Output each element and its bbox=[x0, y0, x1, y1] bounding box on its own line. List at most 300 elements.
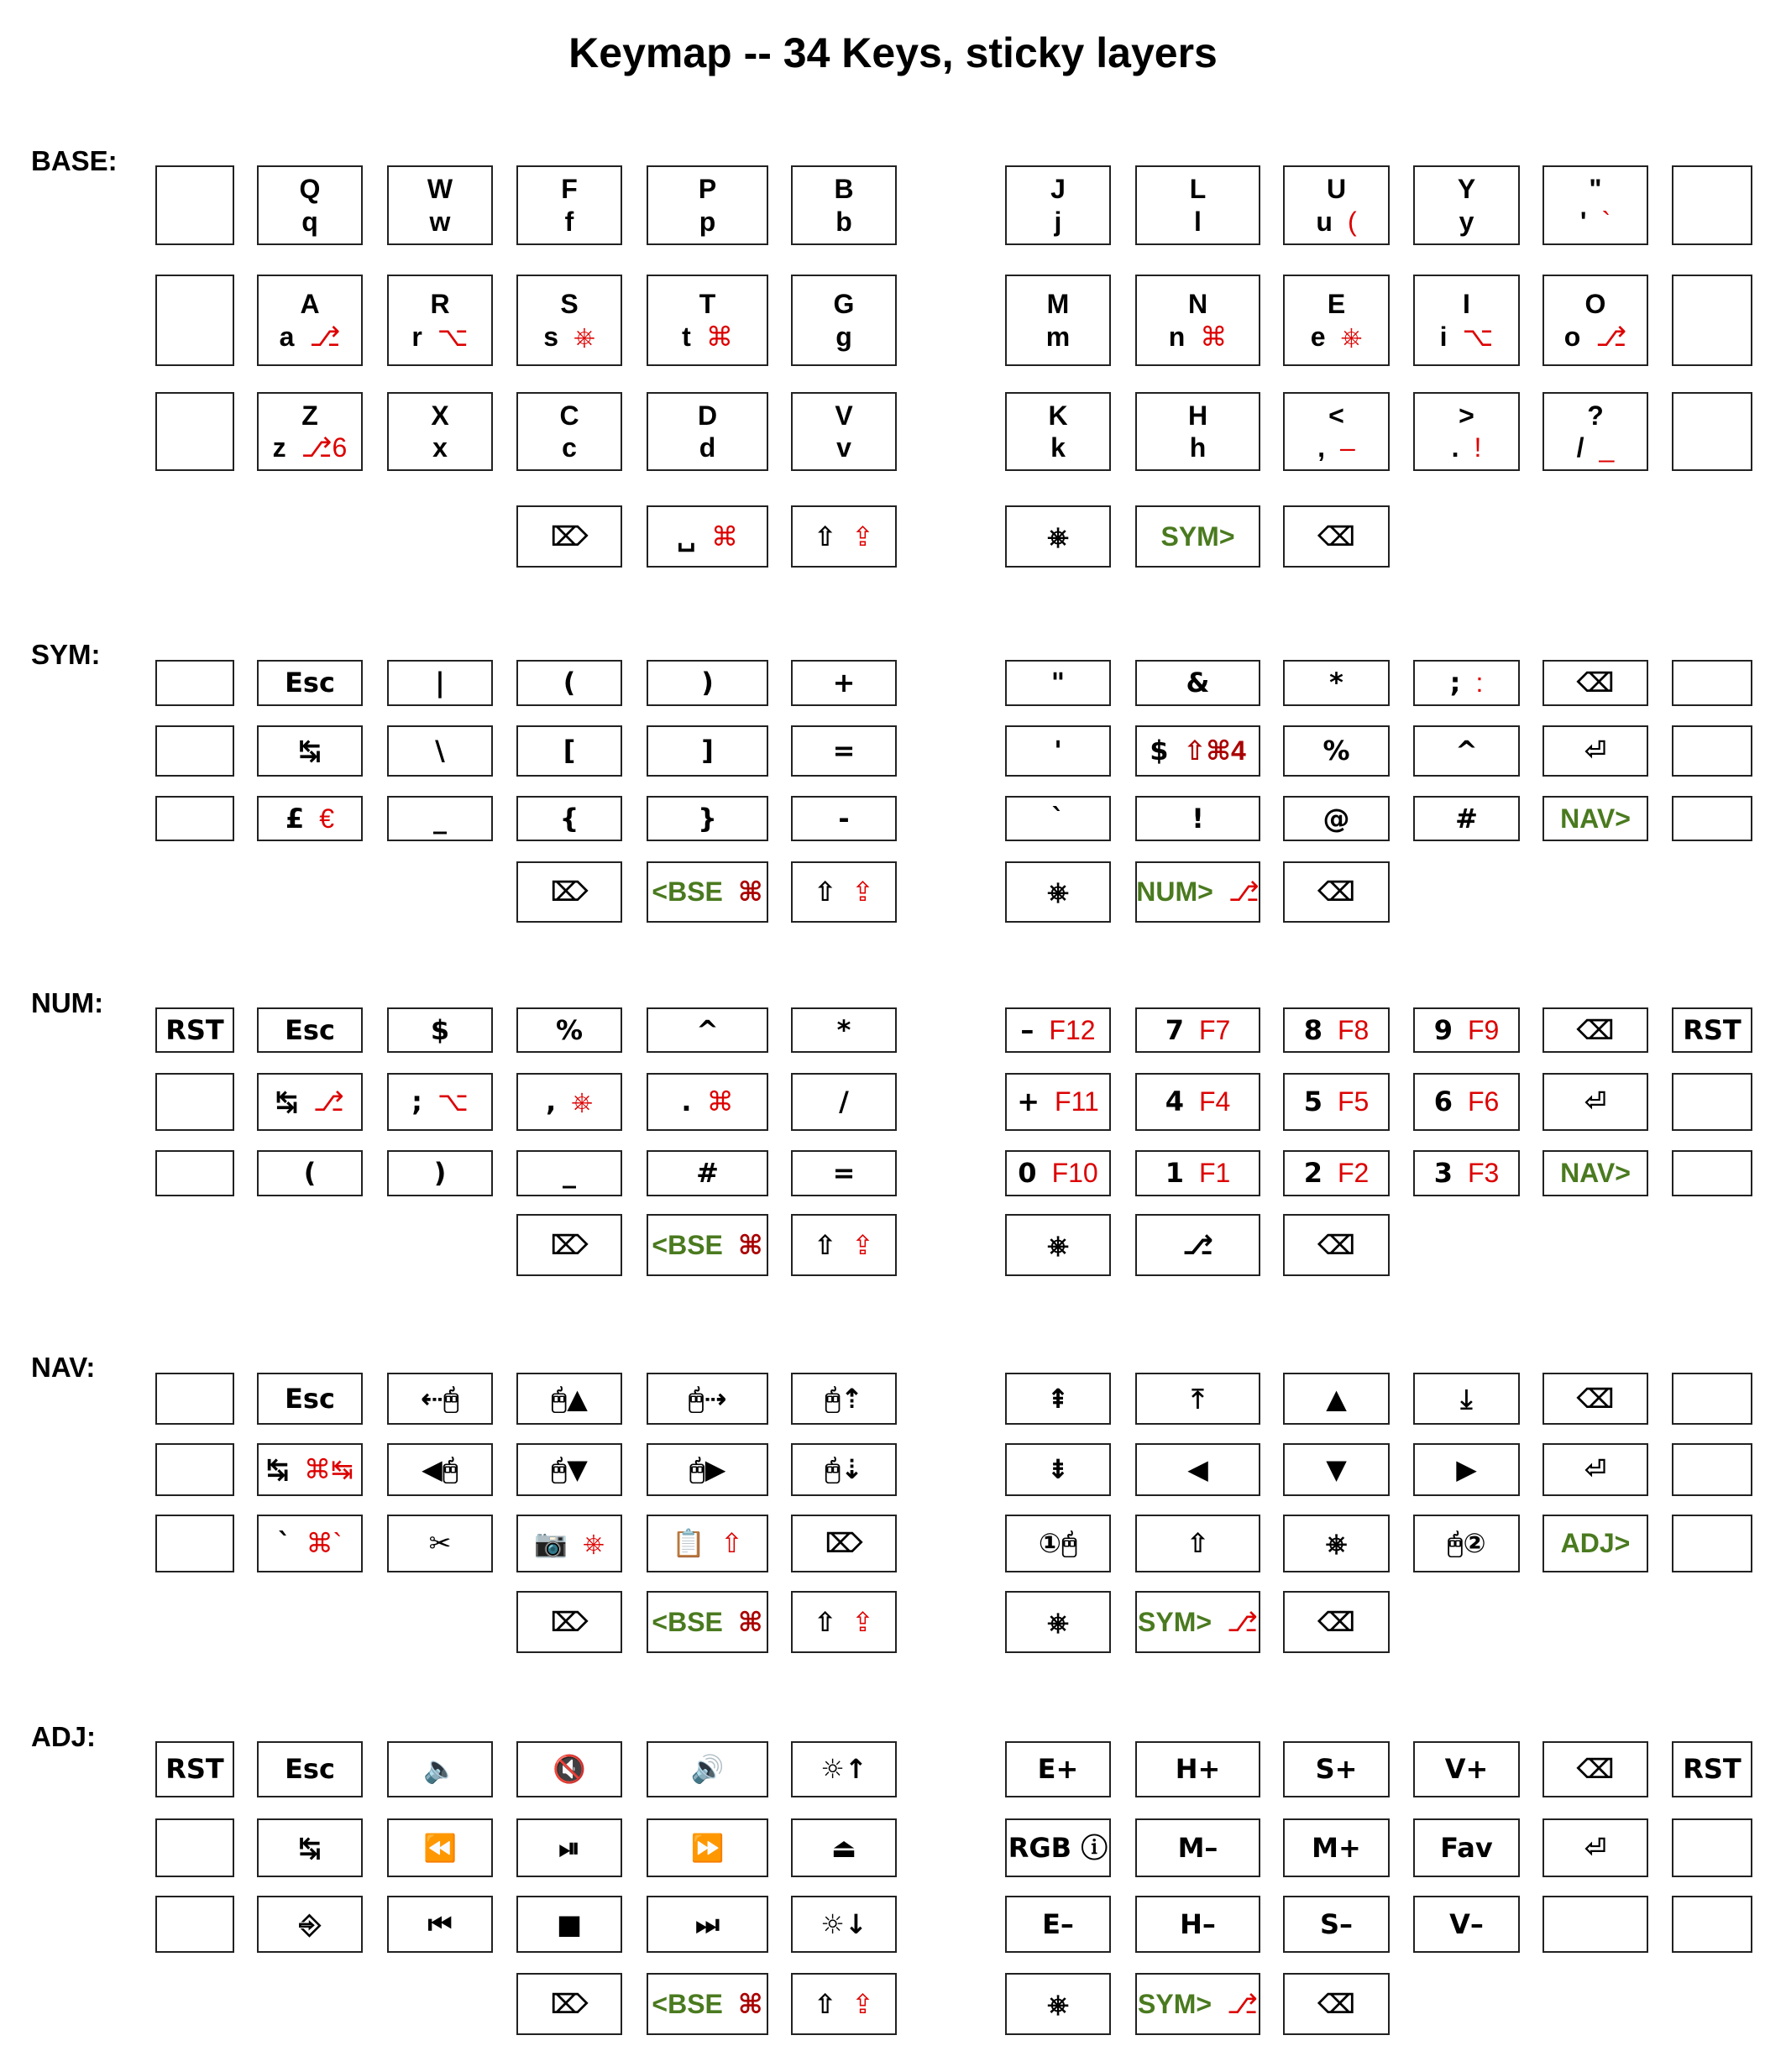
key-sym-symbol[interactable] bbox=[1005, 725, 1111, 777]
key-num-k11[interactable] bbox=[1672, 1073, 1752, 1131]
key-num-4[interactable] bbox=[1135, 1073, 1260, 1131]
key-nav-symbol[interactable] bbox=[1413, 1515, 1520, 1572]
key-adj-k11[interactable] bbox=[1672, 1896, 1752, 1953]
key-sym-bse[interactable] bbox=[647, 861, 768, 923]
key-base-b[interactable] bbox=[791, 165, 897, 245]
key-legend: V+ bbox=[1444, 1753, 1489, 1786]
key-legend: € bbox=[319, 803, 335, 834]
key-legend: ⌘ bbox=[706, 1086, 734, 1117]
key-adj-symbol[interactable] bbox=[791, 1973, 897, 2035]
key-base-a[interactable] bbox=[257, 275, 363, 366]
key-adj-symbol[interactable] bbox=[516, 1896, 622, 1953]
key-adj-symbol[interactable] bbox=[647, 1818, 768, 1877]
key-legend: | bbox=[435, 667, 445, 699]
key-adj-symbol[interactable] bbox=[791, 1896, 897, 1953]
key-legend: ⇞ bbox=[1046, 1382, 1070, 1415]
key-legend: l bbox=[1194, 206, 1202, 237]
page-title: Keymap -- 34 Keys, sticky layers bbox=[568, 29, 1218, 76]
key-nav-symbol[interactable] bbox=[1283, 1443, 1390, 1496]
key-base-h[interactable] bbox=[1135, 392, 1260, 471]
key-legend: ␣ bbox=[677, 520, 696, 552]
key-adj-symbol[interactable] bbox=[516, 1741, 622, 1797]
key-num-6[interactable] bbox=[1413, 1073, 1520, 1131]
key-sym-symbol[interactable] bbox=[1413, 796, 1520, 841]
key-base-symbol[interactable] bbox=[1413, 392, 1520, 471]
key-legend: ⌦ bbox=[825, 1527, 863, 1560]
key-adj-symbol[interactable] bbox=[516, 1973, 622, 2035]
key-sym-symbol[interactable] bbox=[647, 660, 768, 706]
key-num-symbol[interactable] bbox=[516, 1073, 622, 1131]
key-num-0[interactable] bbox=[1005, 1150, 1111, 1196]
key-legend: ⌫ bbox=[1317, 876, 1356, 908]
key-legend: ⇧ bbox=[814, 1987, 836, 2020]
key-nav-symbol[interactable] bbox=[516, 1373, 622, 1425]
key-sym-symbol[interactable] bbox=[1005, 861, 1111, 923]
key-nav-symbol[interactable] bbox=[1283, 1591, 1390, 1653]
key-adj-symbol[interactable] bbox=[647, 1896, 768, 1953]
key-adj-rst[interactable] bbox=[1672, 1741, 1752, 1797]
key-base-symbol[interactable] bbox=[1542, 165, 1648, 245]
key-legend: - bbox=[838, 802, 850, 835]
key-base-p[interactable] bbox=[647, 165, 768, 245]
key-base-k11[interactable] bbox=[1672, 165, 1752, 245]
key-num-nav[interactable] bbox=[1542, 1150, 1648, 1196]
key-legend: ⌘ bbox=[737, 1988, 763, 2019]
key-base-u[interactable] bbox=[1283, 165, 1390, 245]
key-legend: <BSE bbox=[652, 876, 723, 908]
key-nav-symbol[interactable] bbox=[1005, 1591, 1111, 1653]
key-num-symbol[interactable] bbox=[387, 1150, 493, 1196]
key-nav-symbol[interactable] bbox=[1135, 1443, 1260, 1496]
key-base-sym[interactable] bbox=[1135, 505, 1260, 568]
key-nav-symbol[interactable] bbox=[647, 1443, 768, 1496]
key-sym-k0[interactable] bbox=[155, 796, 234, 841]
key-sym-nav[interactable] bbox=[1542, 796, 1648, 841]
key-nav-k0[interactable] bbox=[155, 1515, 234, 1572]
key-base-t[interactable] bbox=[647, 275, 768, 366]
key-base-symbol[interactable] bbox=[1283, 392, 1390, 471]
key-nav-symbol[interactable] bbox=[387, 1443, 493, 1496]
key-legend: B bbox=[834, 174, 854, 205]
key-legend: ✂ bbox=[428, 1527, 452, 1560]
key-legend: 📋 bbox=[672, 1527, 706, 1560]
key-nav-k11[interactable] bbox=[1672, 1443, 1752, 1496]
key-nav-symbol[interactable] bbox=[516, 1591, 622, 1653]
key-adj-symbol[interactable] bbox=[1283, 1973, 1390, 2035]
key-adj-m[interactable] bbox=[1283, 1818, 1390, 1877]
key-legend: R bbox=[430, 289, 450, 320]
key-sym-symbol[interactable] bbox=[1283, 660, 1390, 706]
key-sym-symbol[interactable] bbox=[1542, 725, 1648, 777]
key-legend: <BSE bbox=[652, 1229, 723, 1260]
key-nav-symbol[interactable] bbox=[1413, 1443, 1520, 1496]
key-legend: ⇪ bbox=[851, 1988, 874, 2019]
key-legend: U bbox=[1326, 174, 1347, 205]
key-num-symbol[interactable] bbox=[647, 1073, 768, 1131]
key-num-8[interactable] bbox=[1283, 1007, 1390, 1053]
key-sym-symbol[interactable] bbox=[1283, 796, 1390, 841]
key-adj-sym[interactable] bbox=[1135, 1973, 1260, 2035]
key-base-w[interactable] bbox=[387, 165, 493, 245]
key-base-o[interactable] bbox=[1542, 275, 1648, 366]
key-num-symbol[interactable] bbox=[1542, 1007, 1648, 1053]
key-nav-symbol[interactable] bbox=[516, 1515, 622, 1572]
key-adj-k0[interactable] bbox=[155, 1896, 234, 1953]
key-base-k0[interactable] bbox=[155, 275, 234, 366]
key-legend: q bbox=[301, 206, 318, 237]
key-nav-symbol[interactable] bbox=[647, 1515, 768, 1572]
key-base-symbol[interactable] bbox=[1542, 392, 1648, 471]
key-legend: $ bbox=[430, 1013, 450, 1046]
key-nav-symbol[interactable] bbox=[791, 1373, 897, 1425]
key-legend: E bbox=[1327, 289, 1346, 320]
key-num-symbol[interactable] bbox=[257, 1073, 363, 1131]
key-base-i[interactable] bbox=[1413, 275, 1520, 366]
key-legend: F5 bbox=[1337, 1086, 1370, 1117]
key-adj-e[interactable] bbox=[1005, 1741, 1111, 1797]
key-base-k0[interactable] bbox=[155, 392, 234, 471]
key-num-symbol[interactable] bbox=[791, 1214, 897, 1276]
key-sym-k11[interactable] bbox=[1672, 796, 1752, 841]
key-base-k11[interactable] bbox=[1672, 392, 1752, 471]
key-sym-k0[interactable] bbox=[155, 660, 234, 706]
key-num-symbol[interactable] bbox=[516, 1007, 622, 1053]
key-adj-symbol[interactable] bbox=[257, 1818, 363, 1877]
key-num-esc[interactable] bbox=[257, 1007, 363, 1053]
key-legend: F9 bbox=[1467, 1014, 1500, 1045]
key-sym-symbol[interactable] bbox=[1413, 725, 1520, 777]
key-nav-symbol[interactable] bbox=[1542, 1443, 1648, 1496]
key-nav-adj[interactable] bbox=[1542, 1515, 1648, 1572]
key-adj-symbol[interactable] bbox=[791, 1818, 897, 1877]
key-legend: ⌘↹ bbox=[304, 1454, 354, 1485]
key-nav-symbol[interactable] bbox=[791, 1443, 897, 1496]
key-sym-symbol[interactable] bbox=[1542, 660, 1648, 706]
key-legend: ⏎ bbox=[1584, 1086, 1607, 1118]
key-sym-symbol[interactable] bbox=[791, 725, 897, 777]
key-legend: 🖰▼ bbox=[551, 1453, 588, 1486]
key-nav-symbol[interactable] bbox=[1542, 1373, 1648, 1425]
key-num-3[interactable] bbox=[1413, 1150, 1520, 1196]
key-legend: z bbox=[272, 432, 286, 463]
key-nav-symbol[interactable] bbox=[257, 1443, 363, 1496]
key-sym-symbol[interactable] bbox=[647, 796, 768, 841]
key-adj-h[interactable] bbox=[1135, 1896, 1260, 1953]
key-sym-symbol[interactable] bbox=[516, 660, 622, 706]
key-legend: ⎈ bbox=[1047, 1987, 1069, 2020]
key-nav-k11[interactable] bbox=[1672, 1373, 1752, 1425]
key-num-1[interactable] bbox=[1135, 1150, 1260, 1196]
key-adj-symbol[interactable] bbox=[387, 1896, 493, 1953]
key-num-symbol[interactable] bbox=[1005, 1214, 1111, 1276]
key-legend: ⇪ bbox=[851, 876, 874, 908]
key-nav-k0[interactable] bbox=[155, 1373, 234, 1425]
key-num-symbol[interactable] bbox=[257, 1150, 363, 1196]
key-num-symbol[interactable] bbox=[1005, 1073, 1111, 1131]
key-legend: ⌦ bbox=[550, 1605, 589, 1638]
key-sym-symbol[interactable] bbox=[791, 660, 897, 706]
key-legend: " bbox=[1050, 667, 1066, 699]
key-legend: / bbox=[839, 1086, 849, 1118]
key-adj-k11[interactable] bbox=[1672, 1818, 1752, 1877]
key-legend: c bbox=[562, 432, 577, 463]
key-legend: ☼↑ bbox=[820, 1753, 867, 1786]
key-legend: M bbox=[1046, 289, 1070, 320]
key-nav-symbol[interactable] bbox=[516, 1443, 622, 1496]
key-base-symbol[interactable] bbox=[647, 505, 768, 568]
key-nav-symbol[interactable] bbox=[1135, 1373, 1260, 1425]
key-legend: RST bbox=[165, 1013, 224, 1046]
key-nav-symbol[interactable] bbox=[1413, 1373, 1520, 1425]
key-nav-esc[interactable] bbox=[257, 1373, 363, 1425]
key-nav-k11[interactable] bbox=[1672, 1515, 1752, 1572]
key-base-v[interactable] bbox=[791, 392, 897, 471]
key-sym-symbol[interactable] bbox=[791, 861, 897, 923]
key-legend: ⇟ bbox=[1046, 1453, 1070, 1486]
key-legend: F2 bbox=[1337, 1158, 1370, 1189]
key-sym-symbol[interactable] bbox=[516, 796, 622, 841]
key-legend: ⏯ bbox=[558, 1831, 580, 1864]
key-legend: ] bbox=[701, 735, 714, 767]
key-adj-esc[interactable] bbox=[257, 1741, 363, 1797]
key-sym-symbol[interactable] bbox=[516, 861, 622, 923]
key-sym-num[interactable] bbox=[1135, 861, 1260, 923]
key-base-symbol[interactable] bbox=[516, 505, 622, 568]
key-base-k0[interactable] bbox=[155, 165, 234, 245]
key-legend: b bbox=[835, 206, 852, 237]
key-legend: Esc bbox=[285, 1013, 335, 1046]
key-num-symbol[interactable] bbox=[1135, 1214, 1260, 1276]
key-num-symbol[interactable] bbox=[791, 1007, 897, 1053]
key-legend: v bbox=[836, 432, 851, 463]
key-adj-symbol[interactable] bbox=[1005, 1973, 1111, 2035]
key-legend: H– bbox=[1180, 1907, 1216, 1940]
key-sym-symbol[interactable] bbox=[791, 796, 897, 841]
key-legend: u bbox=[1316, 206, 1333, 237]
key-adj-rgb[interactable] bbox=[1005, 1818, 1111, 1877]
key-legend: ⇪ bbox=[851, 521, 874, 552]
key-adj-m[interactable] bbox=[1135, 1818, 1260, 1877]
key-sym-k0[interactable] bbox=[155, 725, 234, 777]
key-legend: S– bbox=[1319, 1907, 1354, 1940]
key-legend: ⎇ bbox=[1182, 1228, 1213, 1261]
key-base-q[interactable] bbox=[257, 165, 363, 245]
key-num-7[interactable] bbox=[1135, 1007, 1260, 1053]
key-sym-k11[interactable] bbox=[1672, 725, 1752, 777]
key-num-symbol[interactable] bbox=[387, 1007, 493, 1053]
key-base-symbol[interactable] bbox=[791, 505, 897, 568]
key-nav-bse[interactable] bbox=[647, 1591, 768, 1653]
key-legend: F12 bbox=[1049, 1014, 1096, 1045]
key-adj-v[interactable] bbox=[1413, 1741, 1520, 1797]
key-nav-sym[interactable] bbox=[1135, 1591, 1260, 1653]
key-sym-symbol[interactable] bbox=[387, 660, 493, 706]
key-num-symbol[interactable] bbox=[516, 1150, 622, 1196]
key-base-symbol[interactable] bbox=[1005, 505, 1111, 568]
key-adj-symbol[interactable] bbox=[647, 1741, 768, 1797]
key-legend: W bbox=[427, 174, 453, 205]
key-adj-symbol[interactable] bbox=[257, 1896, 363, 1953]
key-num-k11[interactable] bbox=[1672, 1150, 1752, 1196]
key-nav-symbol[interactable] bbox=[257, 1515, 363, 1572]
key-num-symbol[interactable] bbox=[1283, 1214, 1390, 1276]
key-sym-symbol[interactable] bbox=[387, 725, 493, 777]
key-num-symbol[interactable] bbox=[647, 1007, 768, 1053]
key-adj-symbol[interactable] bbox=[387, 1818, 493, 1877]
key-base-symbol[interactable] bbox=[1283, 505, 1390, 568]
key-base-l[interactable] bbox=[1135, 165, 1260, 245]
key-legend: , bbox=[546, 1086, 557, 1118]
key-adj-bse[interactable] bbox=[647, 1973, 768, 2035]
key-legend: 8 bbox=[1303, 1013, 1322, 1046]
key-base-j[interactable] bbox=[1005, 165, 1111, 245]
key-legend: ⎈ bbox=[1340, 321, 1363, 352]
key-sym-esc[interactable] bbox=[257, 660, 363, 706]
key-base-e[interactable] bbox=[1283, 275, 1390, 366]
key-legend: " bbox=[1589, 174, 1602, 205]
key-legend: ⇠🖰 bbox=[420, 1382, 459, 1415]
key-nav-k0[interactable] bbox=[155, 1443, 234, 1496]
key-sym-symbol[interactable] bbox=[1283, 861, 1390, 923]
key-nav-symbol[interactable] bbox=[791, 1591, 897, 1653]
key-base-g[interactable] bbox=[791, 275, 897, 366]
key-legend: ↹ bbox=[298, 735, 322, 767]
key-legend: % bbox=[555, 1013, 584, 1046]
key-num-symbol[interactable] bbox=[387, 1073, 493, 1131]
key-nav-symbol[interactable] bbox=[791, 1515, 897, 1572]
key-adj-s[interactable] bbox=[1283, 1741, 1390, 1797]
key-base-r[interactable] bbox=[387, 275, 493, 366]
key-num-rst[interactable] bbox=[1672, 1007, 1752, 1053]
key-adj-h[interactable] bbox=[1135, 1741, 1260, 1797]
key-legend: ? bbox=[1587, 400, 1604, 431]
key-num-symbol[interactable] bbox=[791, 1073, 897, 1131]
key-legend: [ bbox=[563, 735, 576, 767]
key-legend: M– bbox=[1177, 1831, 1218, 1864]
key-legend: e bbox=[1310, 321, 1326, 352]
key-sym-symbol[interactable] bbox=[516, 725, 622, 777]
key-legend: ⌘ bbox=[1200, 321, 1228, 352]
key-nav-symbol[interactable] bbox=[1283, 1515, 1390, 1572]
key-num-symbol[interactable] bbox=[647, 1150, 768, 1196]
key-legend: Z bbox=[301, 400, 318, 431]
key-base-d[interactable] bbox=[647, 392, 768, 471]
key-adj-e[interactable] bbox=[1005, 1896, 1111, 1953]
key-num-9[interactable] bbox=[1413, 1007, 1520, 1053]
key-legend: ⎈ bbox=[1047, 1605, 1069, 1638]
key-legend: ⌘` bbox=[306, 1528, 343, 1559]
key-sym-symbol[interactable] bbox=[1135, 725, 1260, 777]
key-legend: + bbox=[832, 667, 856, 699]
key-nav-symbol[interactable] bbox=[387, 1515, 493, 1572]
key-base-c[interactable] bbox=[516, 392, 622, 471]
key-base-s[interactable] bbox=[516, 275, 622, 366]
key-legend: _ bbox=[1599, 432, 1615, 463]
key-legend: O bbox=[1584, 289, 1606, 320]
key-adj-symbol[interactable] bbox=[1542, 1818, 1648, 1877]
key-nav-symbol[interactable] bbox=[1135, 1515, 1260, 1572]
key-sym-symbol[interactable] bbox=[1005, 796, 1111, 841]
key-nav-symbol[interactable] bbox=[647, 1373, 768, 1425]
key-base-n[interactable] bbox=[1135, 275, 1260, 366]
key-nav-symbol[interactable] bbox=[1005, 1515, 1111, 1572]
key-sym-symbol[interactable] bbox=[257, 725, 363, 777]
key-base-y[interactable] bbox=[1413, 165, 1520, 245]
key-legend: Esc bbox=[285, 667, 335, 699]
key-legend: – bbox=[1340, 432, 1355, 463]
key-num-symbol[interactable] bbox=[1005, 1007, 1111, 1053]
key-adj-v[interactable] bbox=[1413, 1896, 1520, 1953]
key-num-5[interactable] bbox=[1283, 1073, 1390, 1131]
key-base-z[interactable] bbox=[257, 392, 363, 471]
key-sym-symbol[interactable] bbox=[1413, 660, 1520, 706]
key-sym-symbol[interactable] bbox=[387, 796, 493, 841]
key-legend: Fav bbox=[1440, 1831, 1493, 1864]
key-legend: ⌥ bbox=[437, 321, 469, 352]
key-num-symbol[interactable] bbox=[1542, 1073, 1648, 1131]
key-sym-symbol[interactable] bbox=[1135, 796, 1260, 841]
key-base-k11[interactable] bbox=[1672, 275, 1752, 366]
key-base-x[interactable] bbox=[387, 392, 493, 471]
key-sym-k11[interactable] bbox=[1672, 660, 1752, 706]
key-legend: F10 bbox=[1051, 1158, 1098, 1189]
key-legend: ⏎ bbox=[1584, 1831, 1607, 1864]
key-adj-symbol[interactable] bbox=[791, 1741, 897, 1797]
key-sym-symbol[interactable] bbox=[1135, 660, 1260, 706]
key-num-symbol[interactable] bbox=[791, 1150, 897, 1196]
key-num-k0[interactable] bbox=[155, 1150, 234, 1196]
key-sym-symbol[interactable] bbox=[257, 796, 363, 841]
key-sym-symbol[interactable] bbox=[1005, 660, 1111, 706]
key-legend: 1 bbox=[1165, 1157, 1184, 1190]
key-legend: ⌫ bbox=[1576, 1013, 1615, 1046]
key-adj-fav[interactable] bbox=[1413, 1818, 1520, 1877]
key-legend: ⇪ bbox=[851, 1229, 874, 1260]
key-legend: ; bbox=[411, 1086, 422, 1118]
key-num-symbol[interactable] bbox=[516, 1214, 622, 1276]
key-base-m[interactable] bbox=[1005, 275, 1111, 366]
key-legend: F bbox=[561, 174, 578, 205]
key-nav-symbol[interactable] bbox=[1283, 1373, 1390, 1425]
key-num-rst[interactable] bbox=[155, 1007, 234, 1053]
key-legend: ( bbox=[303, 1157, 317, 1190]
key-num-bse[interactable] bbox=[647, 1214, 768, 1276]
key-legend: SYM> bbox=[1138, 1606, 1212, 1637]
key-num-2[interactable] bbox=[1283, 1150, 1390, 1196]
key-adj-k10[interactable] bbox=[1542, 1896, 1648, 1953]
key-adj-rst[interactable] bbox=[155, 1741, 234, 1797]
key-adj-s[interactable] bbox=[1283, 1896, 1390, 1953]
key-nav-symbol[interactable] bbox=[1005, 1373, 1111, 1425]
key-legend: ⇧ bbox=[720, 1528, 743, 1559]
key-adj-symbol[interactable] bbox=[1542, 1741, 1648, 1797]
key-base-f[interactable] bbox=[516, 165, 622, 245]
key-num-k0[interactable] bbox=[155, 1073, 234, 1131]
key-legend: H bbox=[1187, 400, 1208, 431]
key-legend: A bbox=[300, 289, 320, 320]
key-sym-symbol[interactable] bbox=[1283, 725, 1390, 777]
key-adj-symbol[interactable] bbox=[516, 1818, 622, 1877]
key-legend: } bbox=[698, 802, 717, 835]
key-nav-symbol[interactable] bbox=[1005, 1443, 1111, 1496]
key-legend: ⎇6 bbox=[301, 432, 348, 463]
key-nav-symbol[interactable] bbox=[387, 1373, 493, 1425]
key-legend: G bbox=[833, 289, 855, 320]
key-adj-k0[interactable] bbox=[155, 1818, 234, 1877]
key-base-k[interactable] bbox=[1005, 392, 1111, 471]
key-adj-symbol[interactable] bbox=[387, 1741, 493, 1797]
key-sym-symbol[interactable] bbox=[647, 725, 768, 777]
